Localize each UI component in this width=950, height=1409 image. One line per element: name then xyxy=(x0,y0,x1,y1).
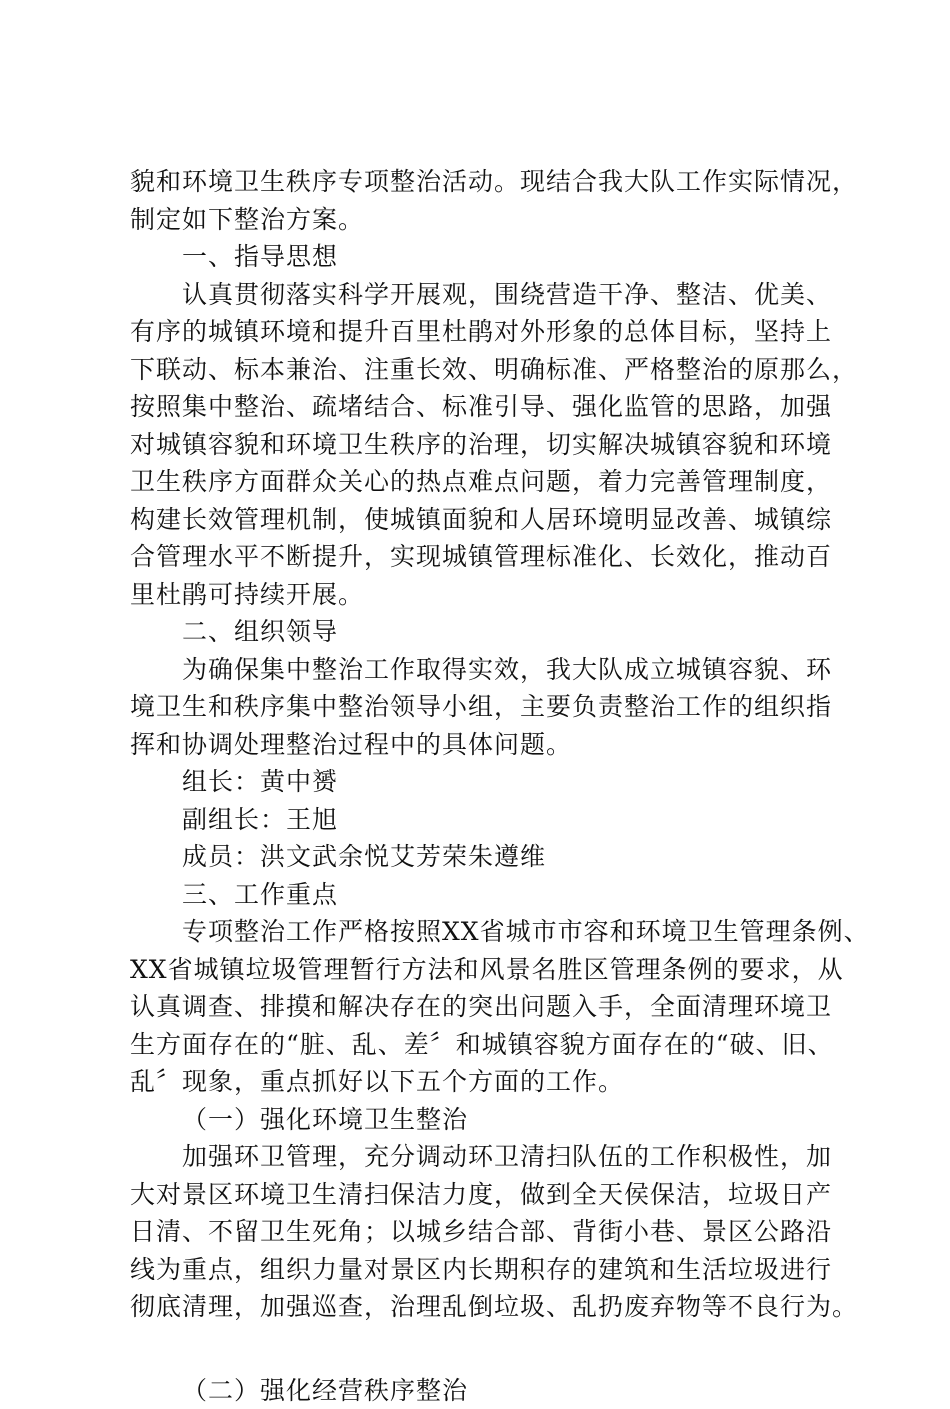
text-line: 加强环卫管理，充分调动环卫清扫队伍的工作积极性，加 xyxy=(130,1138,830,1176)
section-heading: （二）强化经营秩序整治 xyxy=(130,1372,830,1409)
document-body xyxy=(130,163,830,1409)
text-line: 日清、不留卫生死角；以城乡结合部、背街小巷、景区公路沿 xyxy=(130,1213,830,1251)
text-line: 里杜鹃可持续开展。 xyxy=(130,576,830,614)
text-line: 一、指导思想 xyxy=(130,238,830,276)
text-line: （一）强化环境卫生整治 xyxy=(130,1101,830,1139)
text-line: 认真贯彻落实科学开展观，围绕营造干净、整洁、优美、 xyxy=(130,276,830,314)
text-line: 大对景区环境卫生清扫保洁力度，做到全天侯保洁，垃圾日产 xyxy=(130,1176,830,1214)
text-line: 有序的城镇环境和提升百里杜鹃对外形象的总体目标，坚持上 xyxy=(130,313,830,351)
text-line: XX省城镇垃圾管理暂行方法和风景名胜区管理条例的要求，从 xyxy=(130,951,830,989)
text-line: 对城镇容貌和环境卫生秩序的治理，切实解决城镇容貌和环境 xyxy=(130,426,830,464)
text-line: 按照集中整治、疏堵结合、标准引导、强化监管的思路，加强 xyxy=(130,388,830,426)
text-line: 组长：黄中赟 xyxy=(130,763,830,801)
text-line: 线为重点，组织力量对景区内长期积存的建筑和生活垃圾进行 xyxy=(130,1251,830,1289)
text-line: 三、工作重点 xyxy=(130,876,830,914)
text-line: 为确保集中整治工作取得实效，我大队成立城镇容貌、环 xyxy=(130,651,830,689)
text-line: 乱〞现象，重点抓好以下五个方面的工作。 xyxy=(130,1063,830,1101)
text-line: 制定如下整治方案。 xyxy=(130,201,830,239)
text-line: 副组长：王旭 xyxy=(130,801,830,839)
text-line: 成员：洪文武余悦艾芳荣朱遵维 xyxy=(130,838,830,876)
text-line: 彻底清理，加强巡查，治理乱倒垃圾、乱扔废弃物等不良行为。 xyxy=(130,1288,830,1326)
text-line: 认真调查、排摸和解决存在的突出问题入手，全面清理环境卫 xyxy=(130,988,830,1026)
text-line: 境卫生和秩序集中整治领导小组，主要负责整治工作的组织指 xyxy=(130,688,830,726)
text-line: 貌和环境卫生秩序专项整治活动。现结合我大队工作实际情况， xyxy=(130,163,830,201)
paragraph-gap xyxy=(130,1326,830,1372)
text-line: 合管理水平不断提升，实现城镇管理标准化、长效化，推动百 xyxy=(130,538,830,576)
text-line: 挥和协调处理整治过程中的具体问题。 xyxy=(130,726,830,764)
text-line: 构建长效管理机制，使城镇面貌和人居环境明显改善、城镇综 xyxy=(130,501,830,539)
text-line: 下联动、标本兼治、注重长效、明确标准、严格整治的原那么， xyxy=(130,351,830,389)
text-line: 二、组织领导 xyxy=(130,613,830,651)
text-line: 专项整治工作严格按照XX省城市市容和环境卫生管理条例、 xyxy=(130,913,830,951)
text-line: 卫生秩序方面群众关心的热点难点问题，着力完善管理制度， xyxy=(130,463,830,501)
text-line: 生方面存在的“脏、乱、差〞和城镇容貌方面存在的“破、旧、 xyxy=(130,1026,830,1064)
